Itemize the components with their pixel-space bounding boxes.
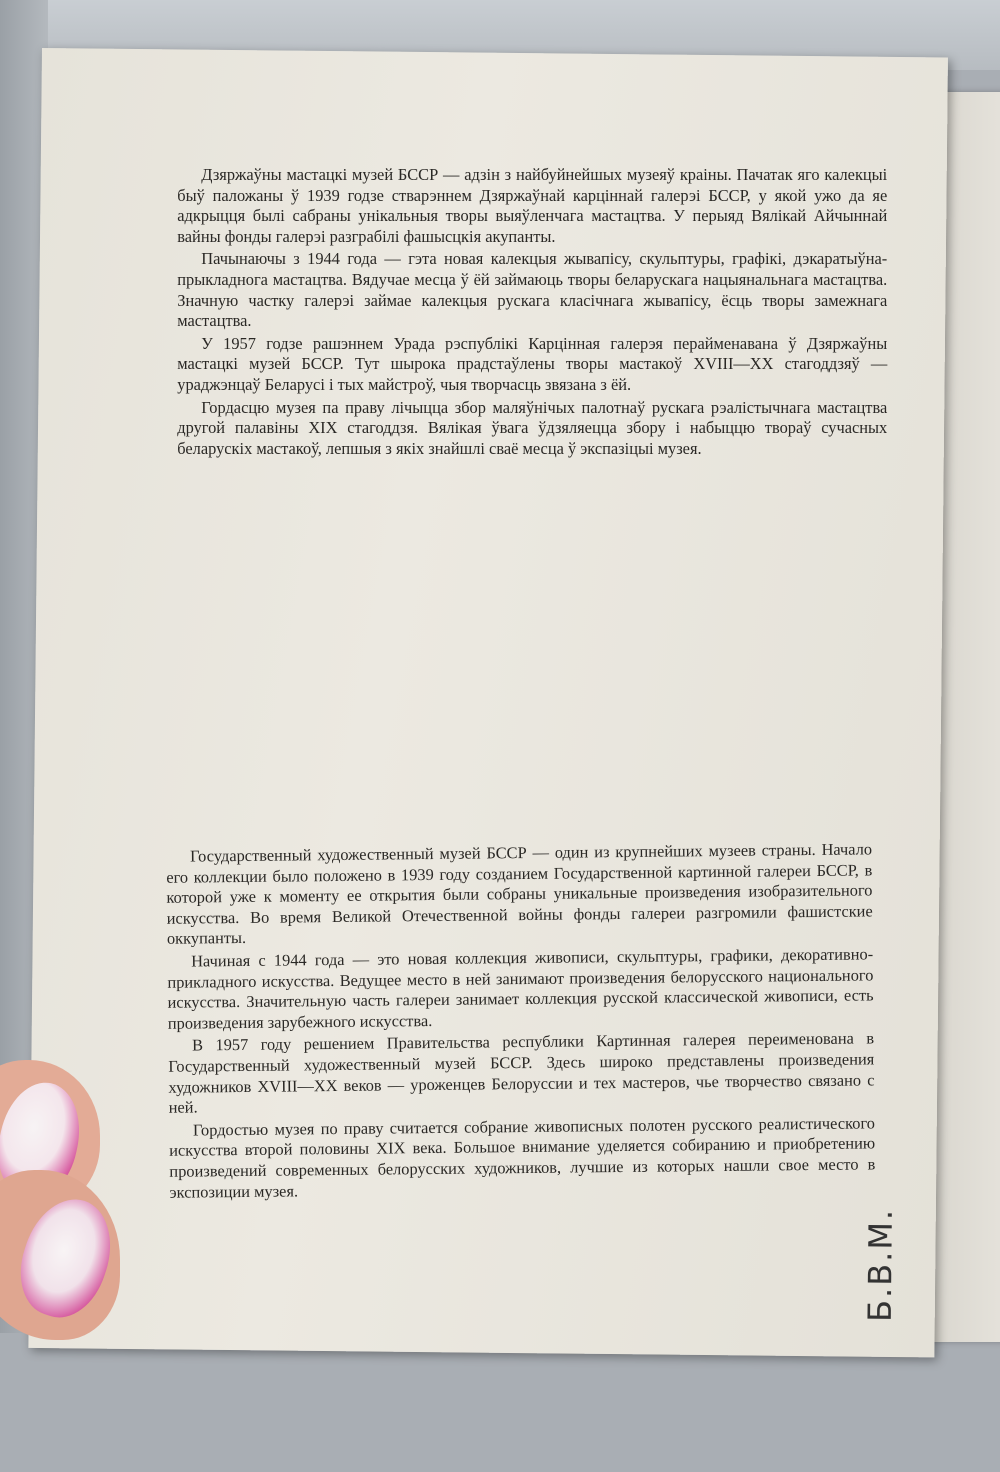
russian-paragraph-2: Начиная с 1944 года — это новая коллекция живописи, скульптуры, графики, декоративно-прикладного искусства. Ведущее место в ней занимают произведения белорусского национального искусства. Значительную часть галереи занимает коллекция русской классической живописи, есть произведения зарубежного искусства. <box>167 944 874 1033</box>
russian-paragraph-1: Государственный художественный музей БССР — один из крупнейших музеев страны. Начало его коллекции было положено в 1939 году созданием Государственной картинной галереи БССР, в которой уже к моменту ее открытия были собраны уникальные произведения изобразительного искусства. Во время Великой Отечественной войны фонды галереи разгромили фашистские оккупанты. <box>166 839 873 949</box>
belarusian-paragraph-2: Пачынаючы з 1944 года — гэта новая калекцыя жывапісу, скульптуры, графікі, дэкаратыўна-прыкладнога мастацтва. Вядучае месца ў ёй займаюць творы беларускага нацыянальнага мастацтва. Значную частку галерэі займае калекцыя рускага класічнага жывапісу, ёсць творы замежнага мастацтва. <box>177 249 888 331</box>
handwritten-note-text: Б.В.М. <box>860 1207 900 1323</box>
belarusian-paragraph-1: Дзяржаўны мастацкі музей БССР — адзін з найбуйнейшых музеяў краіны. Пачатак яго калекцыі быў паложаны ў 1939 годзе стварэннем Дзяржаўнай карціннай галерэі БССР, у якой ужо да яе адкрыцця былі сабраны унікальныя творы выяўленчага мастацтва. У перыяд Вялікай Айчыннай вайны фонды галерэі разграбілі фашысцкія акупанты. <box>177 165 888 246</box>
russian-text-block <box>166 839 876 1204</box>
belarusian-text-block <box>177 165 887 461</box>
handwritten-note <box>859 1207 901 1472</box>
belarusian-paragraph-3: У 1957 годзе рашэннем Урада рэспублікі Карцінная галерэя перайменавана ў Дзяржаўны мастацкі музей БССР. Тут шырока прадстаўлены творы мастакоў XVIII—XX стагоддзяў — ураджэнцаў Беларусі і тых майстроў, чыя творчасць звязана з ёй. <box>177 333 888 395</box>
russian-paragraph-3: В 1957 году решением Правительства республики Картинная галерея переименована в Государственный художественный музей БССР. Здесь широко представлены произведения художников XVIII—XX веков — уроженцев Белоруссии и тех мастеров, чье творчество связано с ней. <box>168 1028 875 1117</box>
belarusian-paragraph-4: Гордасцю музея па праву лічыцца збор маляўнічых палотнаў рускага рэалістычнага мастацтва другой палавіны XIX стагоддзя. Вялікая ўвага ўдзяляецца збору і набыццю твораў сучасных беларускіх мастакоў, лепшыя з якіх знайшлі сваё месца ў экспазіцыі музея. <box>177 397 888 458</box>
russian-paragraph-4: Гордостью музея по праву считается собрание живописных полотен русского реалистического искусства второй половины XIX века. Большое внимание уделяется собиранию и приобретению произведений современных белорусских художников, лучшие из которых нашли свое место в экспозиции музея. <box>169 1113 876 1202</box>
booklet-page <box>28 48 948 1357</box>
